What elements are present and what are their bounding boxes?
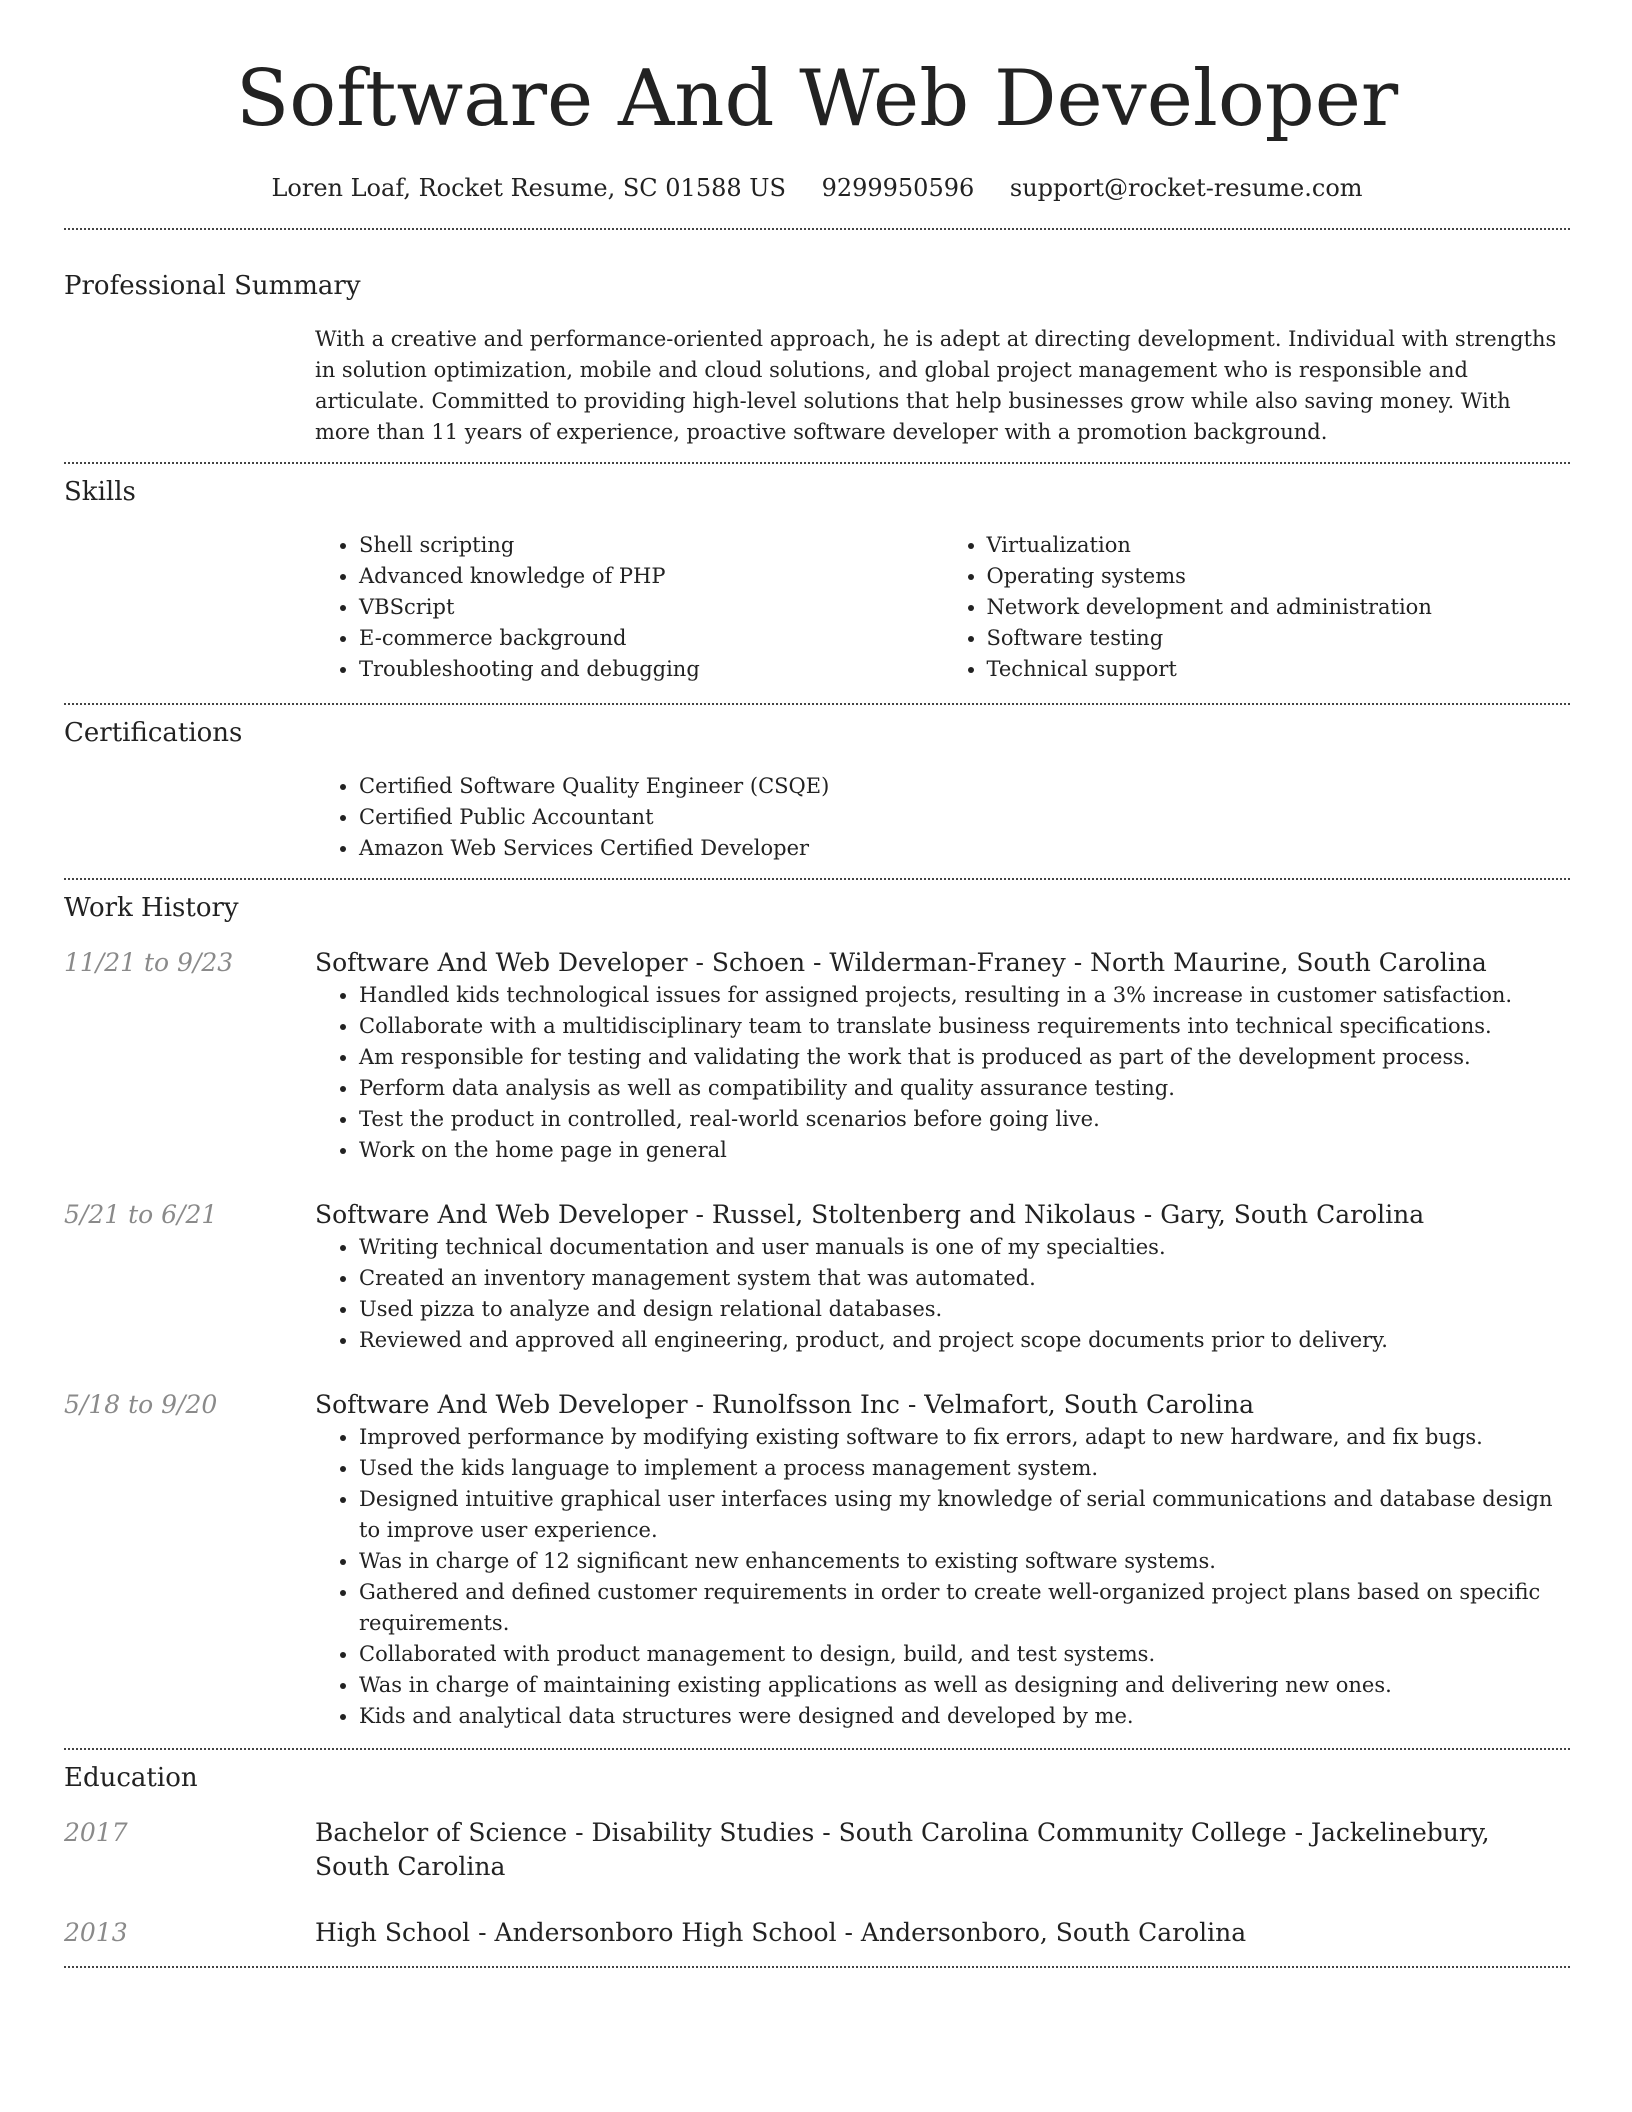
education-year: 2017 <box>64 1818 128 1847</box>
education-entry <box>64 1816 1570 1884</box>
job-bullet: • Designed intuitive graphical user interfaces using my knowledge of serial communications and database design to improve user experience. <box>359 1484 1570 1546</box>
job-bullets <box>315 1422 1570 1732</box>
certifications-list <box>315 771 1570 864</box>
education-details: Bachelor of Science - Disability Studies - South Carolina Community College - Jackelinebury, South Carolina <box>315 1818 1490 1881</box>
skill-item: • Shell scripting <box>359 530 943 561</box>
resume-name: Software And Web Developer <box>235 54 1399 144</box>
skill-item: • Troubleshooting and debugging <box>359 654 943 685</box>
job-entry <box>64 1198 1570 1356</box>
divider <box>64 1966 1570 1968</box>
work-history-title: Work History <box>64 893 239 923</box>
education-entry <box>64 1916 1570 1950</box>
job-bullet: • Perform data analysis as well as compatibility and quality assurance testing. <box>359 1073 1570 1104</box>
job-heading: Software And Web Developer - Schoen - Wilderman-Franey - North Maurine, South Carolina <box>315 948 1487 977</box>
skill-item: • Virtualization <box>987 530 1571 561</box>
skill-item: • Advanced knowledge of PHP <box>359 561 943 592</box>
job-bullet: • Am responsible for testing and validating the work that is produced as part of the development process. <box>359 1042 1570 1073</box>
certification-item: • Certified Software Quality Engineer (CSQE) <box>359 771 1570 802</box>
job-entry <box>64 1388 1570 1732</box>
contact-phone: 9299950596 <box>821 174 975 202</box>
job-details <box>315 946 1570 1166</box>
job-bullet: • Work on the home page in general <box>359 1135 1570 1166</box>
job-bullet: • Collaborated with product management to design, build, and test systems. <box>359 1639 1570 1670</box>
skill-item: • VBScript <box>359 592 943 623</box>
skills-title: Skills <box>64 477 136 507</box>
job-heading: Software And Web Developer - Russel, Stoltenberg and Nikolaus - Gary, South Carolina <box>315 1200 1425 1229</box>
skill-item: • Operating systems <box>987 561 1571 592</box>
job-bullet: • Handled kids technological issues for assigned projects, resulting in a 3% increase in customer satisfaction. <box>359 980 1570 1011</box>
resume-page <box>64 0 1570 1968</box>
job-bullet: • Was in charge of maintaining existing applications as well as designing and delivering new ones. <box>359 1670 1570 1701</box>
summary-text: With a creative and performance-oriented approach, he is adept at directing development. Individual with strengths in solution optimization, mobile and cloud solutions, and global project management who is responsible and articulate. Committed to providing high-level solutions that help businesses grow while also saving money. With more than 11 years of experience, proactive software developer with a promotion background. <box>315 327 1557 444</box>
certification-item: • Amazon Web Services Certified Developer <box>359 833 1570 864</box>
contact-email: support@rocket-resume.com <box>1009 174 1363 202</box>
job-bullet: • Improved performance by modifying existing software to fix errors, adapt to new hardware, and fix bugs. <box>359 1422 1570 1453</box>
contact-line <box>64 170 1570 206</box>
job-bullets <box>315 1232 1570 1356</box>
divider <box>64 878 1570 880</box>
certification-item: • Certified Public Accountant <box>359 802 1570 833</box>
job-bullet: • Gathered and defined customer requirements in order to create well-organized project plans based on specific requirements. <box>359 1577 1570 1639</box>
divider <box>64 462 1570 464</box>
skills-list-right <box>943 530 1571 685</box>
divider <box>64 228 1570 230</box>
divider <box>64 703 1570 705</box>
education-details: High School - Andersonboro High School - Andersonboro, South Carolina <box>315 1918 1247 1947</box>
job-bullet: • Collaborate with a multidisciplinary team to translate business requirements into technical specifications. <box>359 1011 1570 1042</box>
divider <box>64 1748 1570 1750</box>
job-bullet: • Used the kids language to implement a process management system. <box>359 1453 1570 1484</box>
job-bullets <box>315 980 1570 1166</box>
job-bullet: • Was in charge of 12 significant new enhancements to existing software systems. <box>359 1546 1570 1577</box>
job-details <box>315 1198 1570 1356</box>
job-bullet: • Reviewed and approved all engineering, product, and project scope documents prior to delivery. <box>359 1325 1570 1356</box>
skill-item: • Technical support <box>987 654 1571 685</box>
job-bullet: • Used pizza to analyze and design relational databases. <box>359 1294 1570 1325</box>
job-heading: Software And Web Developer - Runolfsson Inc - Velmafort, South Carolina <box>315 1390 1255 1419</box>
job-dates: 5/18 to 9/20 <box>64 1390 218 1419</box>
skills-columns <box>315 530 1570 685</box>
skill-item: • Software testing <box>987 623 1571 654</box>
education-title: Education <box>64 1763 198 1793</box>
job-bullet: • Kids and analytical data structures were designed and developed by me. <box>359 1701 1570 1732</box>
job-bullet: • Created an inventory management system that was automated. <box>359 1263 1570 1294</box>
certifications-title: Certifications <box>64 718 243 748</box>
education-year: 2013 <box>64 1918 128 1947</box>
job-bullet: • Test the product in controlled, real-world scenarios before going live. <box>359 1104 1570 1135</box>
summary-title: Professional Summary <box>64 271 361 301</box>
skill-item: • Network development and administration <box>987 592 1571 623</box>
certifications-block <box>315 771 1570 864</box>
job-dates: 11/21 to 9/23 <box>64 948 234 977</box>
job-entry <box>64 946 1570 1166</box>
contact-address: Loren Loaf, Rocket Resume, SC 01588 US <box>271 174 786 202</box>
job-dates: 5/21 to 6/21 <box>64 1200 218 1229</box>
job-details <box>315 1388 1570 1732</box>
skill-item: • E-commerce background <box>359 623 943 654</box>
job-bullet: • Writing technical documentation and user manuals is one of my specialties. <box>359 1232 1570 1263</box>
skills-list-left <box>315 530 943 685</box>
